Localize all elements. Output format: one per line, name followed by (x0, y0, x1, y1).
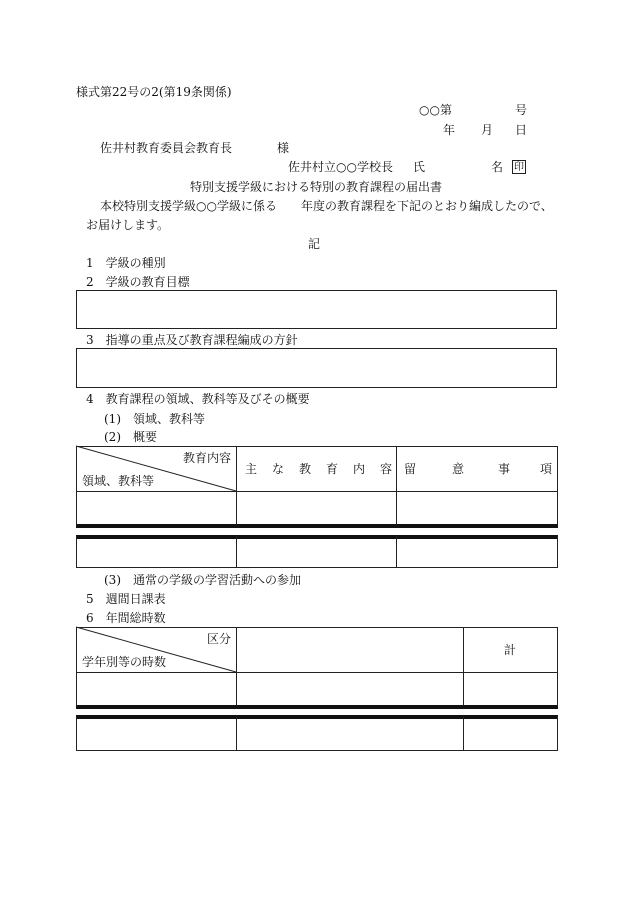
header-char: 事 (498, 462, 511, 476)
header-char: 主 (245, 462, 258, 476)
hours-diag-top: 区分 (207, 632, 232, 646)
date-month: 月 (481, 123, 494, 137)
overview-diag-bottom: 領域、教科等 (82, 474, 155, 488)
addressee-honorific: 様 (277, 141, 290, 155)
sender-mei: 名 (491, 160, 504, 174)
date-year: 年 (443, 123, 456, 137)
section-1: 1 学級の種別 (86, 256, 166, 270)
section-6: 6 年間総時数 (86, 611, 166, 625)
section-3: 3 指導の重点及び教育課程編成の方針 (86, 333, 298, 347)
doc-number-suffix: 号 (515, 103, 528, 117)
header-char: 内 (353, 462, 366, 476)
section-3-box (76, 348, 557, 388)
section-4-3: (3) 通常の学級の学習活動への参加 (104, 573, 301, 587)
hours-diag-bottom: 学年別等の時数 (82, 655, 167, 669)
header-char: 教 (299, 462, 312, 476)
seal-mark: 印 (514, 162, 524, 173)
header-char: 育 (326, 462, 339, 476)
document-title: 特別支援学級における特別の教育課程の届出書 (190, 180, 443, 194)
header-char: な (272, 462, 285, 476)
overview-diag-top: 教育内容 (183, 451, 232, 465)
sender-title: 佐井村立○○学校長 (288, 160, 393, 174)
header-char: 項 (540, 462, 553, 476)
doc-number-prefix: ○○第 (419, 103, 452, 117)
sender-shi: 氏 (413, 160, 426, 174)
body-line-2: お届けします。 (86, 218, 170, 232)
date-day: 日 (515, 123, 528, 137)
section-4: 4 教育課程の領域、教科等及びその概要 (86, 392, 310, 406)
form-id: 様式第22号の2(第19条関係) (76, 85, 232, 99)
header-char: 意 (452, 462, 465, 476)
section-5: 5 週間日課表 (86, 592, 166, 606)
section-4-1: (1) 領域、教科等 (104, 412, 205, 426)
body-line-1: 本校特別支援学級○○学級に係る 年度の教育課程を下記のとおり編成したので、 (100, 199, 553, 213)
ki-label: 記 (308, 237, 321, 251)
section-4-2: (2) 概要 (104, 430, 157, 444)
addressee-name: 佐井村教育委員会教育長 (100, 141, 233, 155)
hours-total-header: 計 (504, 643, 517, 657)
section-2-box (76, 290, 557, 329)
header-char: 容 (380, 462, 393, 476)
header-char: 留 (404, 462, 417, 476)
section-2: 2 学級の教育目標 (86, 275, 190, 289)
